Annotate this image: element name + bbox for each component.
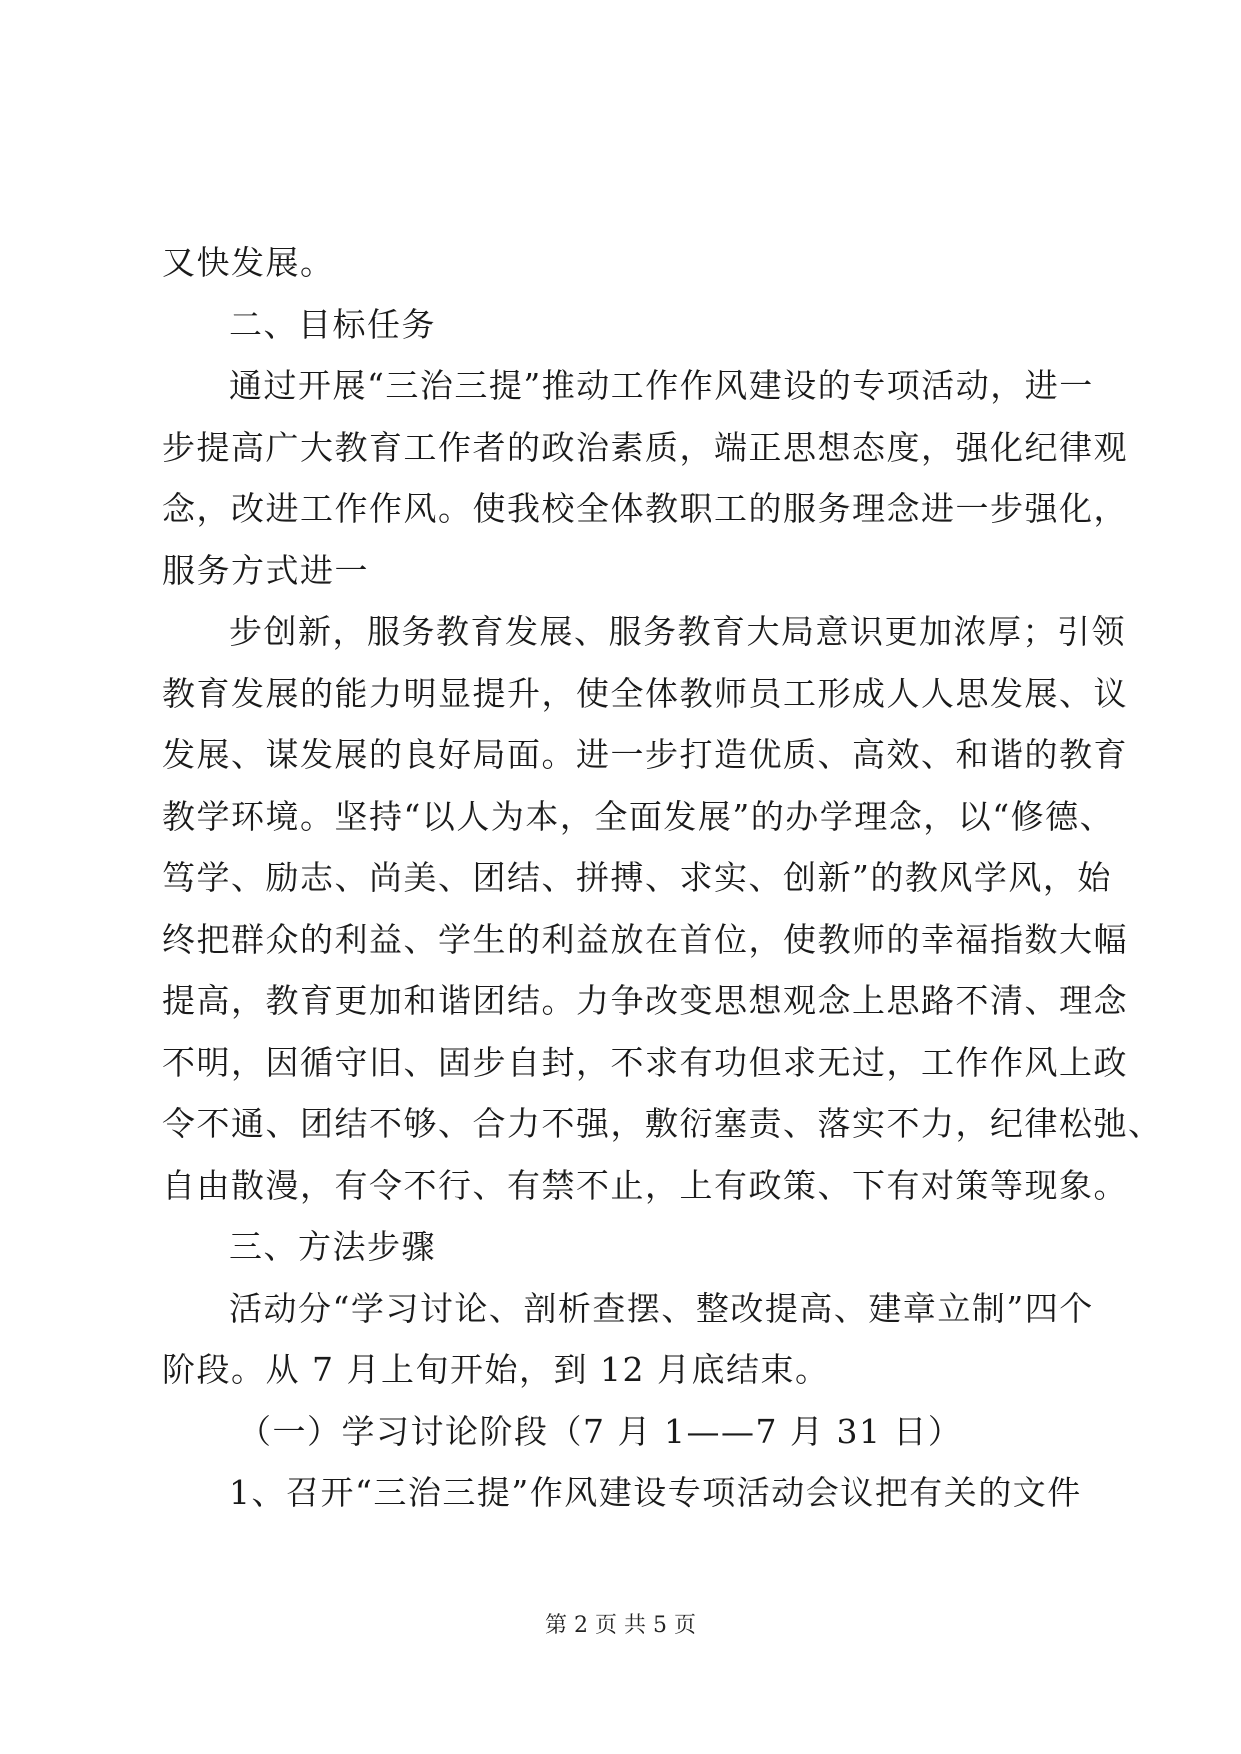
paragraph-line: 不明，因循守旧、固步自封，不求有功但求无过，工作作风上政 (162, 1042, 1128, 1082)
paragraph-line: 自由散漫，有令不行、有禁不止，上有政策、下有对策等现象。 (162, 1165, 1128, 1205)
paragraph-line: 步提高广大教育工作者的政治素质，端正思想态度，强化纪律观 (162, 427, 1128, 467)
section-heading: 二、目标任务 (229, 304, 436, 344)
paragraph-line: 发展、谋发展的良好局面。进一步打造优质、高效、和谐的教育 (162, 735, 1128, 774)
paragraph-line: 1、召开“三治三提”作风建设专项活动会议把有关的文件 (229, 1473, 1082, 1512)
document-body (162, 232, 1163, 1524)
section-heading: 三、方法步骤 (229, 1227, 436, 1266)
paragraph-line: 令不通、团结不够、合力不强，敷衍塞责、落实不力，纪律松弛、 (162, 1104, 1163, 1143)
paragraph-line: 笃学、励志、尚美、团结、拼搏、求实、创新”的教风学风，始 (162, 858, 1112, 897)
paragraph-line: 通过开展“三治三提”推动工作作风建设的专项活动，进一 (229, 366, 1094, 405)
page-number-footer: 第 2 页 共 5 页 (545, 1613, 696, 1638)
subsection-heading: （一）学习讨论阶段（7 月 1——7 月 31 日） (238, 1411, 963, 1451)
paragraph-line: 终把群众的利益、学生的利益放在首位，使教师的幸福指数大幅 (162, 919, 1128, 959)
paragraph-line: 教学环境。坚持“以人为本，全面发展”的办学理念，以“修德、 (162, 796, 1115, 836)
paragraph-line: 念，改进工作作风。使我校全体教职工的服务理念进一步强化， (162, 489, 1128, 528)
paragraph-line: 活动分“学习讨论、剖析查摆、整改提高、建章立制”四个 (229, 1288, 1094, 1328)
paragraph-line: 步创新，服务教育发展、服务教育大局意识更加浓厚；引领 (229, 612, 1126, 651)
paragraph-line: 提高，教育更加和谐团结。力争改变思想观念上思路不清、理念 (162, 981, 1128, 1020)
paragraph-line: 服务方式进一 (162, 550, 369, 590)
paragraph-line: 教育发展的能力明显提升，使全体教师员工形成人人思发展、议 (162, 673, 1128, 713)
paragraph-line: 阶段。从 7 月上旬开始，到 12 月底结束。 (162, 1350, 830, 1389)
paragraph-line: 又快发展。 (162, 243, 335, 282)
